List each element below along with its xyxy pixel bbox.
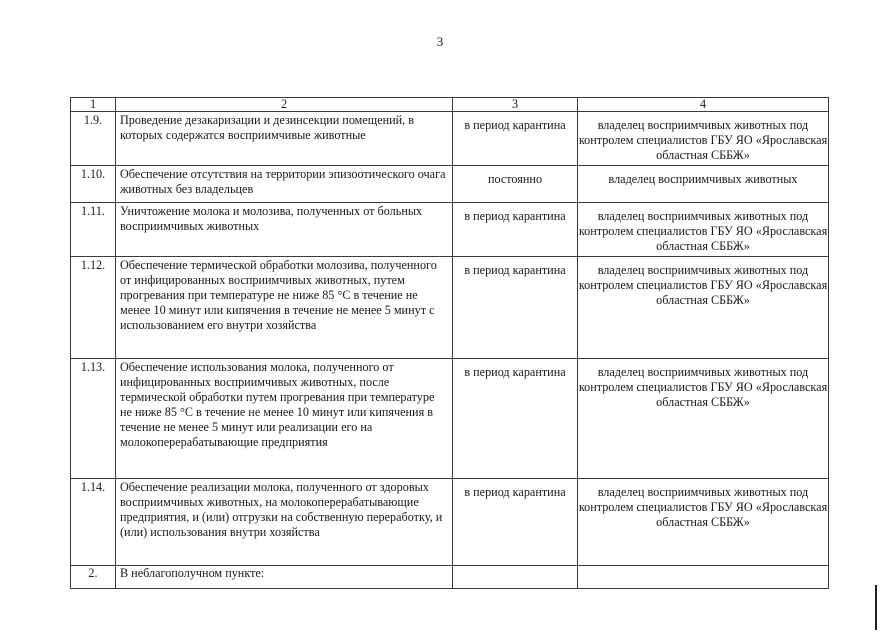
row-responsible: владелец восприимчивых животных (578, 166, 829, 203)
row-number: 1.13. (71, 359, 116, 479)
row-period: в период карантина (453, 112, 578, 166)
table-row (71, 359, 829, 479)
row-number: 1.14. (71, 479, 116, 566)
row-action: Обеспечение отсутствия на территории эпизоотического очага животных без владельцев (116, 166, 453, 203)
row-action: Обеспечение реализации молока, полученного от здоровых восприимчивых животных, на молокоперерабатывающие предприятия, и (или) отгрузки на собственную переработку, и (или) использования внутри хозяйства (116, 479, 453, 566)
row-action: В неблагополучном пункте: (116, 566, 453, 589)
row-number: 1.12. (71, 257, 116, 359)
row-number: 1.11. (71, 203, 116, 257)
row-responsible: владелец восприимчивых животных под контролем специалистов ГБУ ЯО «Ярославская областная СББЖ» (578, 257, 829, 359)
table-row (71, 166, 829, 203)
row-number: 1.10. (71, 166, 116, 203)
row-number: 1.9. (71, 112, 116, 166)
row-period: в период карантина (453, 257, 578, 359)
table-row (71, 257, 829, 359)
table-header-row (71, 98, 829, 112)
row-period (453, 566, 578, 589)
column-header-1: 1 (71, 98, 116, 112)
row-period: в период карантина (453, 203, 578, 257)
row-action: Обеспечение использования молока, полученного от инфицированных восприимчивых животных, после термической обработки путем прогревания при температуре не ниже 85 °С в течение не менее 10 минут или кипячения в течение не менее 5 минут или реализации его на молокоперерабатывающие предприятия (116, 359, 453, 479)
column-header-3: 3 (453, 98, 578, 112)
row-action: Проведение дезакаризации и дезинсекции помещений, в которых содержатся восприимчивые животные (116, 112, 453, 166)
table-row (71, 566, 829, 589)
column-header-4: 4 (578, 98, 829, 112)
row-number: 2. (71, 566, 116, 589)
row-responsible: владелец восприимчивых животных под контролем специалистов ГБУ ЯО «Ярославская областная СББЖ» (578, 479, 829, 566)
row-responsible (578, 566, 829, 589)
scan-edge-mark (875, 585, 877, 630)
row-responsible: владелец восприимчивых животных под контролем специалистов ГБУ ЯО «Ярославская областная СББЖ» (578, 359, 829, 479)
row-period: в период карантина (453, 359, 578, 479)
column-header-2: 2 (116, 98, 453, 112)
row-responsible: владелец восприимчивых животных под контролем специалистов ГБУ ЯО «Ярославская областная СББЖ» (578, 112, 829, 166)
row-action: Обеспечение термической обработки молозива, полученного от инфицированных восприимчивых животных, путем прогревания при температуре не ниже 85 °С в течение не менее 10 минут или кипячения в течение не менее 5 минут с использованием его внутри хозяйства (116, 257, 453, 359)
row-period: постоянно (453, 166, 578, 203)
row-period: в период карантина (453, 479, 578, 566)
row-responsible: владелец восприимчивых животных под контролем специалистов ГБУ ЯО «Ярославская областная СББЖ» (578, 203, 829, 257)
table-row (71, 203, 829, 257)
table-row (71, 479, 829, 566)
measures-table (70, 97, 829, 589)
table-row (71, 112, 829, 166)
page-number: 3 (436, 34, 444, 49)
row-action: Уничтожение молока и молозива, полученных от больных восприимчивых животных (116, 203, 453, 257)
